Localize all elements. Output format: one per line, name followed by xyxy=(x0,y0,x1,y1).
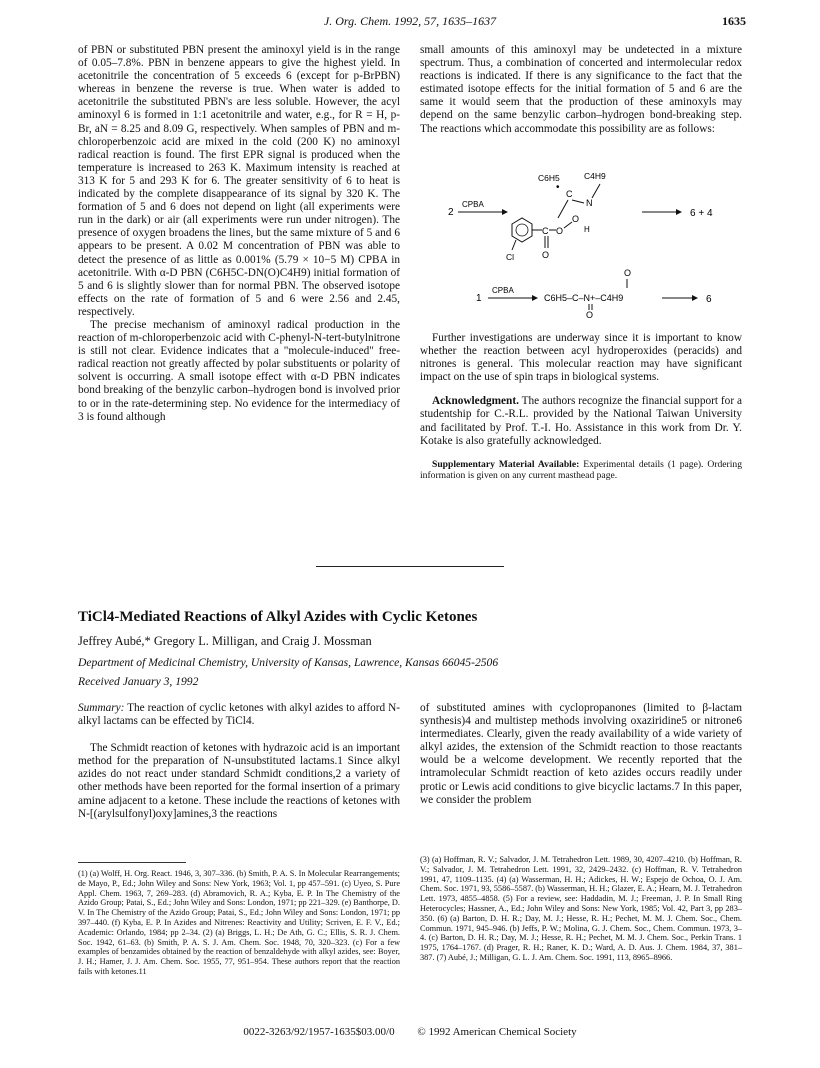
scheme-r1-reagent: CPBA xyxy=(462,200,484,209)
supplementary-material xyxy=(420,459,742,482)
scheme-label-c: C xyxy=(566,189,573,199)
reaction-scheme xyxy=(426,170,742,318)
article-right-column xyxy=(420,702,742,807)
footer-copyright: © 1992 American Chemical Society xyxy=(417,1026,577,1038)
scheme-bond-n-c4h9 xyxy=(592,184,600,198)
scheme-carbonyl-c: C xyxy=(542,226,549,236)
scheme-r2-o-top: O xyxy=(624,268,632,278)
footnotes-left: (1) (a) Wolff, H. Org. React. 1946, 3, 307–336. (b) Smith, P. A. S. In Molecular Rearrangements; de Mayo, P., Ed.; John Wiley and Sons: New York, 1963; Vol. 1, pp 457–591. (c) Uyeo, S. Pure Appl. Chem. 1963, 7, 269–283. (d) Abramovich, R. A.; Kyba, E. P. In The Chemistry of the Azido Group; Patai, S., Ed.; John Wiley and Sons: London, 1971; pp 221–329. (e) Banthorpe, D. V. In The Chemistry of the Azido Group; Patai, S., Ed.; John Wiley and Sons: London, 1971; pp 397–440. (f) Kyba, E. P. In Azides and Nitrenes: Reactivity and Utility; Scriven, E. F. V., Ed.; Academic: Orlando, 1984; pp 2–34. (2) (a) Briggs, L. H.; De Ath, G. C.; Ellis, S. R. J. Chem. Soc. 1942, 61–63. (b) Smith, P. A. S. J. Am. Chem. Soc. 1948, 70, 320–323. (c) For a few examples of benzamides obtained by the reaction of benzaldehyde with alkyl azides, see: Boyer, J. H.; Hamer, J. J. Am. Chem. Soc. 1955, 77, 951–954. These authors report that the reaction fails with ketones.11 xyxy=(78,869,400,976)
scheme-label-n: N xyxy=(586,198,593,208)
scheme-r1-product: 6 + 4 xyxy=(690,208,713,219)
prev-right-paragraph-1: small amounts of this aminoxyl may be undetected in a mixture spectrum. Thus, a combination of concerted and intermolecular redox reactions is indicated. If there is any significance to the fact that the estimated isotope effects for the initial formation of 5 and 6 are the same it would seem that the production of these aminoxyls may depend on the same benzylic carbon–hydrogen bond-breaking step. The reactions which accommodate this possibility are as follows: xyxy=(420,44,742,135)
scheme-r2-o-bottom: O xyxy=(586,310,594,318)
scheme-bond-ring-cl xyxy=(512,240,516,250)
article-body-right: of substituted amines with cyclopropanones (limited to β-lactam synthesis)4 and multistep methods involving oxaziridine5 or nitrone6 intermediates. Clearly, given the ready availability of a wide variety of alkyl azides, the extension of the Schmidt reaction to those reactants would be a welcome development. We recently reported that the intramolecular Schmidt reaction of keto azides occurs readily under protic or Lewis acid conditions to give bicyclic lactams.7 In this paper, we consider the problem xyxy=(420,702,742,806)
journal-citation: J. Org. Chem. 1992, 57, 1635–1637 xyxy=(323,14,497,28)
article-body-left: The Schmidt reaction of ketones with hydrazoic acid is an important method for the preparation of N-unsubstituted lactams.1 Since alkyl azides do not react under standard Schmidt conditions,2 a variety of other methods have been reported for the formal insertion of a primary amine adjacent to a ketone. These include the reactions of ketones with N-[(arylsulfonyl)oxy]amines,3 the reactions xyxy=(78,742,400,820)
running-header xyxy=(0,14,820,32)
prev-left-paragraph-1: of PBN or substituted PBN present the aminoxyl yield is in the range of 0.05–7.8%. PBN in benzene appears to give the highest yield. In acetonitrile the concentration of 5 exceeds 6 (except for p-BrPBN) whereas in benzene the reverse is true. When water is added to acetonitrile the substituted PBN's are less soluble. However, the acyl aminoxyl 6 is formed in 1:1 acetonitrile and water, e.g., for R = H, p-Br, aN = 8.25 and 8.09 G, respectively. When samples of PBN and m-chloroperbenzoic acid are mixed in the cold (200 K) no aminoxyl radical reaction is found. The first EPR signal is produced when the temperature is increased to 263 K. Maximum intensity is reached at 313 K for 5 and 293 K for 6. The greater sensitivity of 6 to heat is indicated by the complete disappearance of its signal by 320 K. The formation of 5 and 6 does not depend on light (all experiments were run in the dark) or air (all experiments were run under nitrogen). The presence of oxygen broadens the lines, but the same mixture of 5 and 6 appears to be present. A 0.02 M concentration of PBN was able to detect the presence of as little as 0.001% (5.79 × 10−5 M) CPBA in acetonitrile. With α-D PBN (C6H5C-DN(O)C4H9) initial formation of 5 and 6 is slightly slower than for normal PBN. The observed isotope effects on the rate of formation of 5 and 6 were 2.56 and 2.45, respectively. xyxy=(78,44,400,318)
scheme-bond-c-down xyxy=(558,200,568,218)
article-summary xyxy=(78,702,400,728)
scheme-label-cl: Cl xyxy=(506,252,515,262)
scheme-r2-middle: C6H5–C–N+–C4H9 xyxy=(544,293,624,303)
scheme-benzene-circle xyxy=(516,224,528,236)
prev-right-paragraph-2: Further investigations are underway since it is important to know whether the reaction between acyl hydroperoxides (peracids) and nitrones is general. This molecular reaction may have significant impact on the use of spin traps in biological systems. xyxy=(420,332,742,384)
supp-text: Experimental details (1 page). Ordering information is given on any current masthead page. xyxy=(420,458,742,482)
scheme-r2-reagent: CPBA xyxy=(492,286,514,295)
scheme-r1-start: 2 xyxy=(448,207,454,218)
footnotes-right: (3) (a) Hoffman, R. V.; Salvador, J. M. Tetrahedron Lett. 1989, 30, 4207–4210. (b) Hoffman, R. V.; Salvador, J. M. Tetrahedron Lett. 1991, 32, 2429–2432. (c) Hoffman, R. V. Tetrahedron 1991, 47, 1109–1135. (4) (a) Wasserman, H. H.; Adickes, H. W.; Espejo de Ochoa, O. J. Am. Chem. Soc. 1971, 93, 5586–5587. (b) Wasserman, H. H.; Glazer, E. A.; Hearn, M. J. Tetrahedron Lett. 1973, 4855–4858. (5) For a review, see: Haddadin, M. J.; Freeman, J. P. In Small Ring Heterocycles; Hassner, A., Ed.; John Wiley and Sons: New York, 1985; Vol. 42, Part 3, pp 283–350. (6) (a) Barton, D. H. R.; Day, M. J.; Hesse, R. H.; Pechet, M. M. J. Chem. Soc., Chem. Commun. 1971, 945–946. (b) Jeffs, P. W.; Molina, G. J. Chem. Soc., Chem. Commun. 1973, 3–4. (c) Barton, D. H. R.; Day, M. J.; Hesse, R. H.; Pechet, M. M. J. Chem. Soc., Perkin Trans. 1 1975, 1764–1767. (d) Prager, R. H.; Raner, K. D.; Ward, A. D. Aus. J. Chem. 1984, 37, 381–387. (7) Aubé, J.; Milligan, G. L. J. Am. Chem. Soc. 1991, 113, 8965–8966. xyxy=(420,855,742,962)
article-received: Received January 3, 1992 xyxy=(78,675,199,688)
scheme-label-c6h5: C6H5 xyxy=(538,173,560,183)
article-authors: Jeffrey Aubé,* Gregory L. Milligan, and Craig J. Mossman xyxy=(78,634,372,648)
article-affiliation: Department of Medicinal Chemistry, University of Kansas, Lawrence, Kansas 66045-2506 xyxy=(78,656,499,669)
scheme-r2-product: 6 xyxy=(706,294,712,305)
page-footer xyxy=(0,1026,820,1038)
prev-article-left-column xyxy=(78,44,400,424)
page-number: 1635 xyxy=(722,14,746,28)
summary-label: Summary: xyxy=(78,702,125,714)
prev-article-right-column-top xyxy=(420,44,742,136)
article-title: TiCl4-Mediated Reactions of Alkyl Azides with Cyclic Ketones xyxy=(78,609,478,625)
ack-label: Acknowledgment. xyxy=(432,395,519,408)
ack-text: The authors recognize the financial support for a studentship for C.-R.L. provided by the National Taiwan University and facilitated by Prof. T.-I. Ho. Assistance in this work from Dr. Y. Kotake is also gratefully acknowledged. xyxy=(420,395,742,447)
scheme-h: H xyxy=(584,225,590,234)
scheme-ester-o: O xyxy=(556,226,564,236)
scheme-r2-arrowhead xyxy=(532,295,538,301)
scheme-peroxy-o: O xyxy=(572,214,580,224)
article-separator xyxy=(316,566,504,567)
scheme-r1-arrowhead-2 xyxy=(676,209,682,215)
acknowledgment xyxy=(420,395,742,447)
scheme-r1-arrowhead xyxy=(502,209,508,215)
scheme-dot: • xyxy=(556,182,560,193)
scheme-label-c4h9: C4H9 xyxy=(584,171,606,181)
prev-left-paragraph-2: The precise mechanism of aminoxyl radical production in the reaction of m-chloroperbenzoic acid with C-phenyl-N-tert-butylnitrone is still not clear. Evidence indicates that a "molecule-induced" free-radical reaction not greatly affected by polar substituents or polarity of solvent is occurring. A small isotope effect with α-D PBN indicates bond breaking of the benzylic carbon–hydrogen bond is involved prior to or in the rate-determining step. No evidence for the intermediacy of 3 is found although xyxy=(78,318,400,423)
scheme-r2-arrowhead-2 xyxy=(692,295,698,301)
supp-label: Supplementary Material Available: xyxy=(432,458,580,470)
article-left-column xyxy=(78,702,400,821)
scheme-bond-c-n xyxy=(572,200,584,203)
scheme-benzene-ring xyxy=(512,218,532,242)
prev-article-right-column-bottom xyxy=(420,332,742,482)
footer-code: 0022-3263/92/1957-1635$03.00/0 xyxy=(243,1026,395,1038)
scheme-carbonyl-o: O xyxy=(542,250,550,260)
scheme-bond-o-o xyxy=(564,222,572,228)
footnote-rule xyxy=(78,862,186,863)
summary-text: The reaction of cyclic ketones with alkyl azides to afford N-alkyl lactams can be effected by TiCl4. xyxy=(78,702,400,728)
scheme-r2-start: 1 xyxy=(476,293,482,304)
